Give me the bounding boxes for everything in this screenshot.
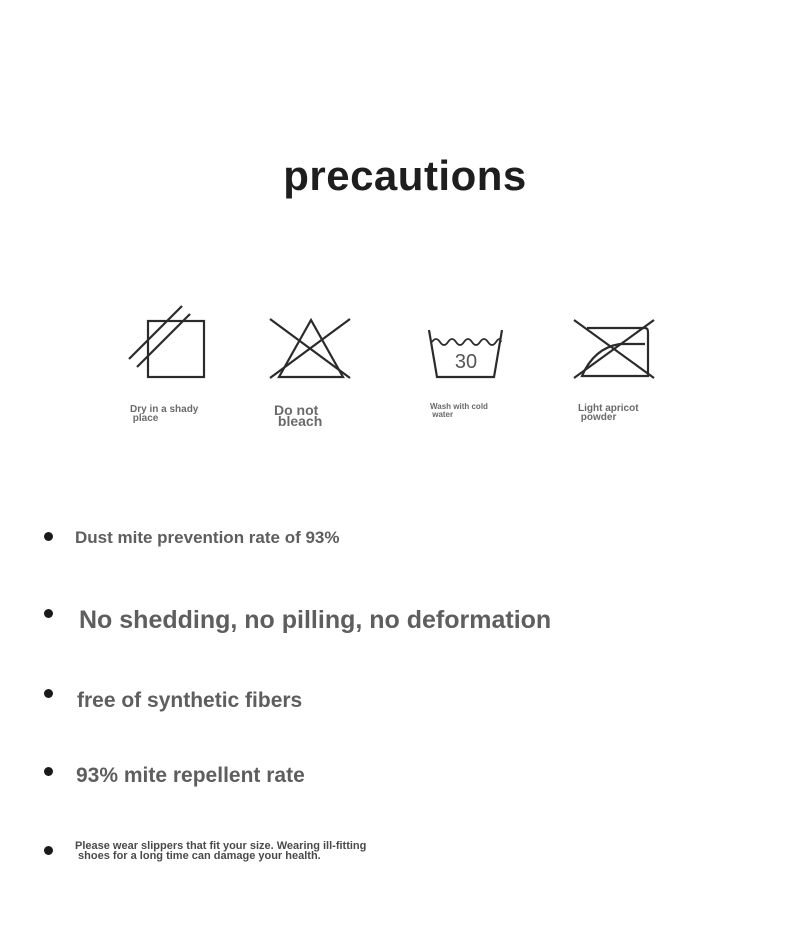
bullet-dot [44,846,53,855]
care-label-light-apricot: Light apricot powder [578,403,639,423]
dry-in-shade-icon [126,302,210,382]
feature-synthetic-free: free of synthetic fibers [77,689,303,712]
wash-cold-icon [426,326,506,380]
feature-mite-repellent: 93% mite repellent rate [76,764,305,787]
care-label-do-not-bleach: Do not bleach [274,402,323,429]
care-label-wash-cold: Wash with cold water [430,402,488,419]
do-not-bleach-icon [268,316,354,382]
no-tumble-dry-icon [572,318,658,382]
bullet-dot [44,767,53,776]
bullet-dot [44,689,53,698]
page-title: precautions [283,152,527,199]
slipper-fit-note: Please wear slippers that fit your size. Wearing ill-fitting shoes for a long time can damage your health. [75,840,367,862]
bullet-dot [44,609,53,618]
bullet-dot [44,532,53,541]
feature-no-shedding: No shedding, no pilling, no deformation [79,606,552,634]
feature-dust-mite-prevention: Dust mite prevention rate of 93% [75,528,340,547]
care-label-dry-in-shade: Dry in a shady place [130,404,199,424]
wash-temperature-text: 30 [454,351,478,373]
